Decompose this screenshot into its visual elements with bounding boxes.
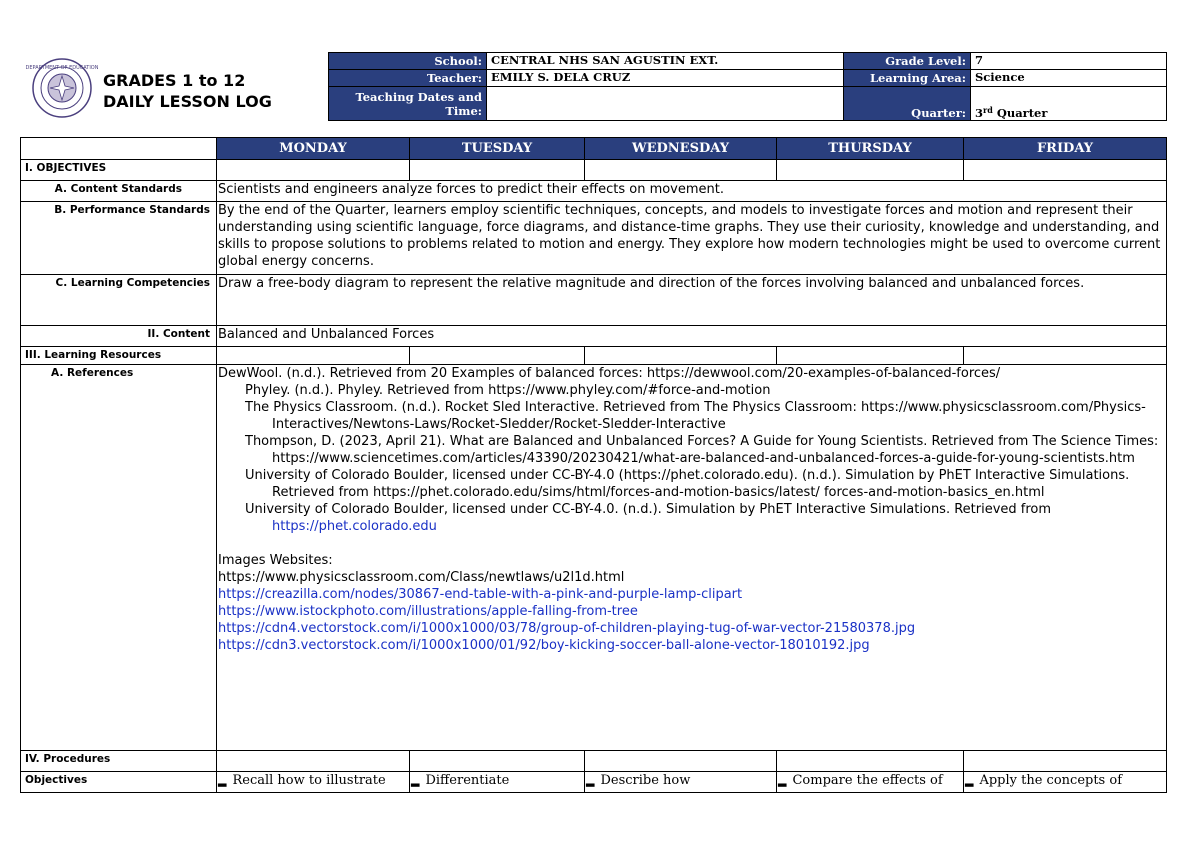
dates-label [329,87,487,121]
area-value: Science [971,70,1167,87]
teacher-label: Teacher: [329,70,487,87]
learning-resources-heading: III. Learning Resources [21,347,217,365]
learning-competencies-text: Draw a free-body diagram to represent the relative magnitude and direction of the forces involving balanced and unbalanced forces. [217,275,1167,326]
corner-cell [21,138,217,160]
objective-thursday [777,772,964,793]
day-thursday: THURSDAY [777,138,964,160]
references-cell [217,365,1167,751]
deped-seal-logo [25,58,99,118]
dates-label-line2: Time: [445,103,482,118]
reference-item: Phyley. (n.d.). Phyley. Retrieved from https://www.phyley.com/#force-and-motion [245,383,771,398]
dates-label-line1: Teaching Dates and [355,89,482,104]
quarter-num: 3 [975,106,984,120]
reference-item: University of Colorado Boulder, licensed under CC-BY-4.0 (https://phet.colorado.edu). (n.d.). Simulation by PhET Interactive Simulations. Retrieved from https://phet.colorado.edu/sims/html/forces-and-motion-basics/latest/ forces-and-motion-basics_en.html [245,468,1130,500]
objective-text: Compare the effects of [792,773,943,788]
day-tuesday: TUESDAY [410,138,585,160]
day-friday: FRIDAY [964,138,1167,160]
quarter-value [971,87,1167,121]
title-line2: DAILY LESSON LOG [103,92,272,111]
reference-item: Thompson, D. (2023, April 21). What are Balanced and Unbalanced Forces? A Guide for Young Scientists. Retrieved from The Science Times: https://www.sciencetimes.com/articles/43390/20230421/what-are-balanced-and-unbalanced-forces-a-guide-for-young-scientists.htm [245,434,1159,466]
reference-item: DewWool. (n.d.). Retrieved from 20 Examples of balanced forces: https://dewwool.com/20-examples-of-balanced-forces/ [218,366,1001,381]
content-standards-text: Scientists and engineers analyze forces to predict their effects on movement. [217,181,1167,202]
objective-text: Describe how [600,773,691,788]
performance-standards-text: By the end of the Quarter, learners employ scientific techniques, concepts, and models to investigate forces and motion and represent their understanding using scientific language, force diagrams, and distance-time graphs. They use their curiosity, knowledge and understanding, and skills to propose solutions to problems related to motion and energy. They explore how modern technologies might be used to overcome current global energy concerns. [217,202,1167,275]
learning-competencies-label: C. Learning Competencies [21,275,217,326]
bullet-icon: ▂ [778,774,787,787]
area-label: Learning Area: [844,70,971,87]
quarter-sup: rd [983,105,993,115]
bullet-icon: ▂ [411,774,420,787]
image-link[interactable]: https://creazilla.com/nodes/30867-end-table-with-a-pink-and-purple-lamp-clipart [218,587,743,602]
procedures-heading: IV. Procedures [21,751,217,772]
title-line1: GRADES 1 to 12 [103,71,246,90]
header-info-table [328,52,1167,121]
content-label: II. Content [21,326,217,347]
content-text: Balanced and Unbalanced Forces [217,326,1167,347]
objective-text: Apply the concepts of [979,773,1122,788]
references-label: A. References [21,365,217,751]
reference-item: The Physics Classroom. (n.d.). Rocket Sled Interactive. Retrieved from The Physics Classroom: https://www.physicsclassroom.com/Physics-Interactives/Newtons-Laws/Rocket-Sledder/Rocket-Sledder-Interactive [245,400,1146,432]
day-wednesday: WEDNESDAY [585,138,777,160]
images-heading: Images Websites: [218,553,333,568]
bullet-icon: ▂ [586,774,595,787]
grade-label: Grade Level: [844,53,971,70]
objective-text: Recall how to illustrate [232,773,386,788]
phet-link[interactable]: https://phet.colorado.edu [272,519,437,534]
quarter-label: Quarter: [844,87,971,121]
bullet-icon: ▂ [965,774,974,787]
image-link[interactable]: https://cdn4.vectorstock.com/i/1000x1000/03/78/group-of-children-playing-tug-of-war-vector-21580378.jpg [218,621,916,636]
image-link[interactable]: https://www.istockphoto.com/illustrations/apple-falling-from-tree [218,604,638,619]
objective-friday [964,772,1167,793]
objective-tuesday [410,772,585,793]
performance-standards-label: B. Performance Standards [21,202,217,275]
objective-text: Differentiate [425,773,510,788]
dates-value [487,87,844,121]
school-value: CENTRAL NHS SAN AGUSTIN EXT. [487,53,844,70]
school-label: School: [329,53,487,70]
grade-value: 7 [971,53,1167,70]
objective-wednesday [585,772,777,793]
quarter-word: Quarter [996,106,1048,120]
objectives-heading: I. OBJECTIVES [21,160,217,181]
page-title [103,70,272,112]
image-link[interactable]: https://cdn3.vectorstock.com/i/1000x1000/01/92/boy-kicking-soccer-ball-alone-vector-18010192.jpg [218,638,870,653]
objectives-row-label: Objectives [21,772,217,793]
images-plain-url: https://www.physicsclassroom.com/Class/newtlaws/u2l1d.html [218,570,625,585]
content-standards-label: A. Content Standards [21,181,217,202]
teacher-value: EMILY S. DELA CRUZ [487,70,844,87]
objective-monday [217,772,410,793]
reference-item-last [218,501,1165,535]
day-monday: MONDAY [217,138,410,160]
reference-last-text: University of Colorado Boulder, licensed under CC-BY-4.0. (n.d.). Simulation by PhET Interactive Simulations. Retrieved from [245,502,1052,517]
lesson-log-table [20,137,1167,793]
bullet-icon: ▂ [218,774,227,787]
logo-text: DEPARTMENT OF EDUCATION [25,65,99,71]
